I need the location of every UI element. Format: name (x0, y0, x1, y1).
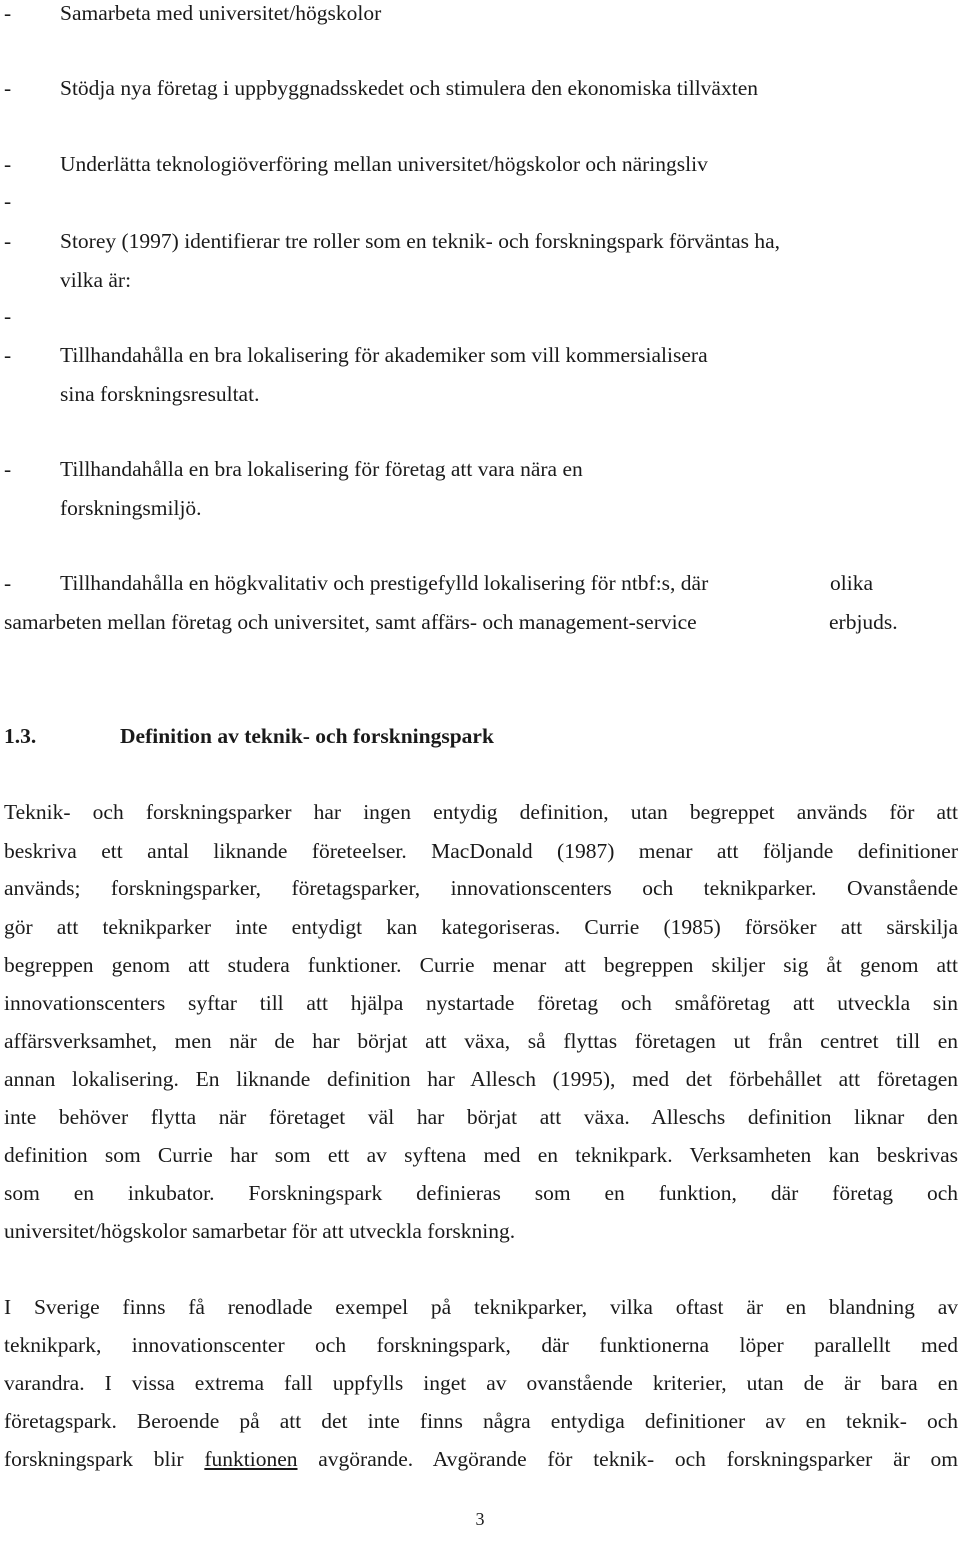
list-dash: - (4, 152, 12, 176)
paragraph-text: beskriva ett antal liknande företeelser. MacDonald (1987) menar att följande definitioner (4, 839, 958, 863)
page-number: 3 (475, 1509, 485, 1529)
paragraph-text: annan lokalisering. En liknande definition har Allesch (1995), med det förbehållet att företagen (4, 1067, 958, 1091)
list-dash: - (4, 1, 12, 25)
paragraph-text: I Sverige finns få renodlade exempel på teknikparker, vilka oftast är en blandning av (4, 1295, 958, 1319)
paragraph-text: som en inkubator. Forskningspark definieras som en funktion, där företag och (4, 1181, 958, 1205)
section-number: 1.3. (4, 724, 37, 748)
paragraph-text: inte behöver flytta när företaget väl har börjat att växa. Alleschs definition liknar den (4, 1105, 958, 1129)
paragraph-text: universitet/högskolor samarbetar för att utveckla forskning. (4, 1219, 516, 1243)
role-line-1: Tillhandahålla en bra lokalisering för företag att vara nära en (60, 457, 583, 481)
list-dash: - (4, 189, 12, 213)
role-line-2: samarbeten mellan företag och universitet, samt affärs- och management-service (4, 610, 697, 634)
paragraph-text: definition som Currie har som ett av syftena med en teknikpark. Verksamheten kan beskrivas (4, 1143, 958, 1167)
storey-line-1: Storey (1997) identifierar tre roller som en teknik- och forskningspark förväntas ha, (60, 229, 781, 253)
list-item-text: Stödja nya företag i uppbyggnadsskedet och stimulera den ekonomiska tillväxten (60, 76, 758, 100)
paragraph-text-after: avgörande. Avgörande för teknik- och forskningsparker är om (297, 1447, 958, 1471)
list-item-text: Samarbeta med universitet/högskolor (60, 1, 382, 25)
storey-line-2: vilka är: (60, 268, 132, 292)
paragraph-text: affärsverksamhet, men när de har börjat att växa, så flyttas företagen ut från centret till en (4, 1029, 958, 1053)
list-item-text: Underlätta teknologiöverföring mellan universitet/högskolor och näringsliv (60, 152, 708, 176)
paragraph-text: innovationscenters syftar till att hjälpa nystartade företag och småföretag att utveckla sin (4, 991, 958, 1015)
underlined-word: funktionen (204, 1447, 298, 1471)
list-dash: - (4, 343, 12, 367)
paragraph-text: används; forskningsparker, företagsparker, innovationscenters och teknikparker. Ovanstående (4, 876, 958, 900)
list-dash: - (4, 457, 12, 481)
paragraph-text: begreppen genom att studera funktioner. Currie menar att begreppen skiljer sig åt genom att (4, 953, 958, 977)
role-line-2: sina forskningsresultat. (60, 382, 260, 406)
role-line-1: Tillhandahålla en högkvalitativ och prestigefylld lokalisering för ntbf:s, där (60, 571, 709, 595)
paragraph-text: gör att teknikparker inte entydigt kan kategoriseras. Currie (1985) försöker att särskilja (4, 915, 958, 939)
role-line-1-end: olika (830, 571, 873, 595)
paragraph-text: företagspark. Beroende på att det inte finns några entydiga definitioner av en teknik- och (4, 1409, 958, 1433)
role-line-2-end: erbjuds. (829, 610, 898, 634)
list-dash: - (4, 229, 12, 253)
role-line-2: forskningsmiljö. (60, 496, 202, 520)
list-dash: - (4, 571, 12, 595)
paragraph-text: varandra. I vissa extrema fall uppfylls inget av ovanstående kriterier, utan de är bara en (4, 1371, 958, 1395)
paragraph-text: Teknik- och forskningsparker har ingen entydig definition, utan begreppet används för att (4, 800, 958, 824)
paragraph-text: teknikpark, innovationscenter och forskningspark, där funktionerna löper parallellt med (4, 1333, 958, 1357)
section-title: Definition av teknik- och forskningspark (120, 724, 494, 748)
list-dash: - (4, 304, 12, 328)
paragraph-text (4, 1446, 958, 1472)
paragraph-text-before: forskningspark blir (4, 1447, 205, 1471)
list-dash: - (4, 76, 12, 100)
role-line-1: Tillhandahålla en bra lokalisering för akademiker som vill kommersialisera (60, 343, 708, 367)
